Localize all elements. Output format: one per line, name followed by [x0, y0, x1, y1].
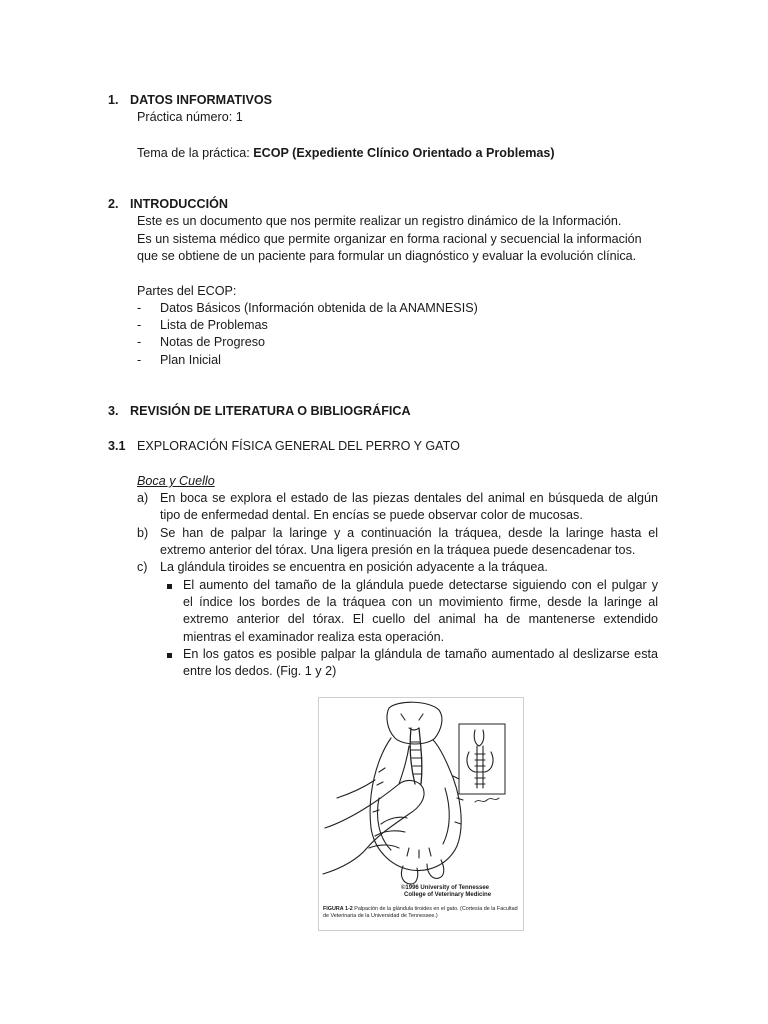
subheading-boca-cuello: Boca y Cuello [137, 474, 215, 488]
bullet-1-line-3: extremo anterior del tórax. El cuello del animal ha de mantenerse extendido [183, 612, 658, 626]
dash-marker: - [137, 301, 142, 315]
list-item [137, 334, 266, 350]
tema-line [137, 145, 555, 161]
tema-value: ECOP (Expediente Clínico Orientado a Problemas) [253, 146, 555, 160]
item-b-line-1: Se han de palpar la laringe y a continuación la tráquea, desde la laringe hasta el [160, 526, 658, 540]
caption-label: FIGURA 1-2 [323, 906, 353, 912]
list-item-text: Lista de Problemas [160, 318, 268, 332]
item-c-line-1: La glándula tiroides se encuentra en posición adyacente a la tráquea. [160, 560, 548, 574]
list-item [137, 352, 221, 368]
list-item-text: Datos Básicos (Información obtenida de la ANAMNESIS) [160, 301, 478, 315]
section-number: 2. [108, 197, 119, 211]
figure-copyright [401, 885, 491, 899]
intro-paragraph-2b: que se obtiene de un paciente para formular un diagnóstico y evaluar la evolución clínica. [137, 249, 637, 263]
section-number: 3.1 [108, 439, 126, 453]
practica-number: Práctica número: 1 [137, 110, 243, 124]
section-number: 1. [108, 93, 119, 107]
section-title: INTRODUCCIÓN [130, 197, 228, 211]
list-item [137, 317, 268, 333]
item-a-line-2: tipo de enfermedad dental. En encías se puede observar color de mucosas. [160, 508, 583, 522]
section-3-heading [108, 403, 411, 419]
figure-caption [323, 906, 519, 919]
copyright-line-1: ©1996 University of Tennessee [401, 885, 490, 891]
bullet-2-line-2: entre los dedos. (Fig. 1 y 2) [183, 664, 337, 678]
section-title: DATOS INFORMATIVOS [130, 93, 273, 107]
item-c-marker: c) [137, 560, 148, 574]
section-title: REVISIÓN DE LITERATURA O BIBLIOGRÁFICA [130, 404, 411, 418]
item-a-marker: a) [137, 491, 149, 505]
list-item-text: Plan Inicial [160, 353, 221, 367]
figure-thyroid-palpation [318, 697, 524, 931]
section-2-heading [108, 196, 228, 212]
section-3-1-heading [108, 438, 460, 454]
caption-text: Palpación de la glándula tiroides en el gato. (Cortesía de la Facultad de Veterinaria de la Universidad de Tennessee.) [323, 906, 518, 919]
bullet-1-line-4: mientras el examinador realiza esta operación. [183, 630, 445, 644]
list-item-text: Notas de Progreso [160, 335, 266, 349]
partes-label: Partes del ECOP: [137, 284, 237, 298]
section-number: 3. [108, 404, 119, 418]
list-item [137, 300, 478, 316]
square-bullet-icon [167, 577, 172, 593]
intro-paragraph-1: Este es un documento que nos permite realizar un registro dinámico de la Información. [137, 214, 622, 228]
copyright-line-2: College of Veterinary Medicine [404, 892, 492, 898]
bullet-1-line-1: El aumento del tamaño de la glándula puede detectarse siguiendo con el pulgar y [183, 578, 658, 592]
item-b-marker: b) [137, 526, 149, 540]
dash-marker: - [137, 353, 142, 367]
bullet-1-line-2: el índice los bordes de la tráquea con un movimiento firme, desde la laringe al [183, 595, 658, 609]
bullet-2-line-1: En los gatos es posible palpar la glándula de tamaño aumentado al deslizarse esta [183, 647, 658, 661]
dash-marker: - [137, 335, 142, 349]
square-bullet-icon [167, 646, 172, 662]
item-a-line-1: En boca se explora el estado de las piezas dentales del animal en búsqueda de algún [160, 491, 658, 505]
item-b-line-2: extremo anterior del tórax. Una ligera presión en la tráquea puede desencadenar tos. [160, 543, 636, 557]
section-title: EXPLORACIÓN FÍSICA GENERAL DEL PERRO Y GATO [137, 439, 460, 453]
tema-label: Tema de la práctica: [137, 146, 254, 160]
section-1-heading [108, 92, 272, 108]
intro-paragraph-2a: Es un sistema médico que permite organizar en forma racional y secuencial la información [137, 232, 642, 246]
dash-marker: - [137, 318, 142, 332]
